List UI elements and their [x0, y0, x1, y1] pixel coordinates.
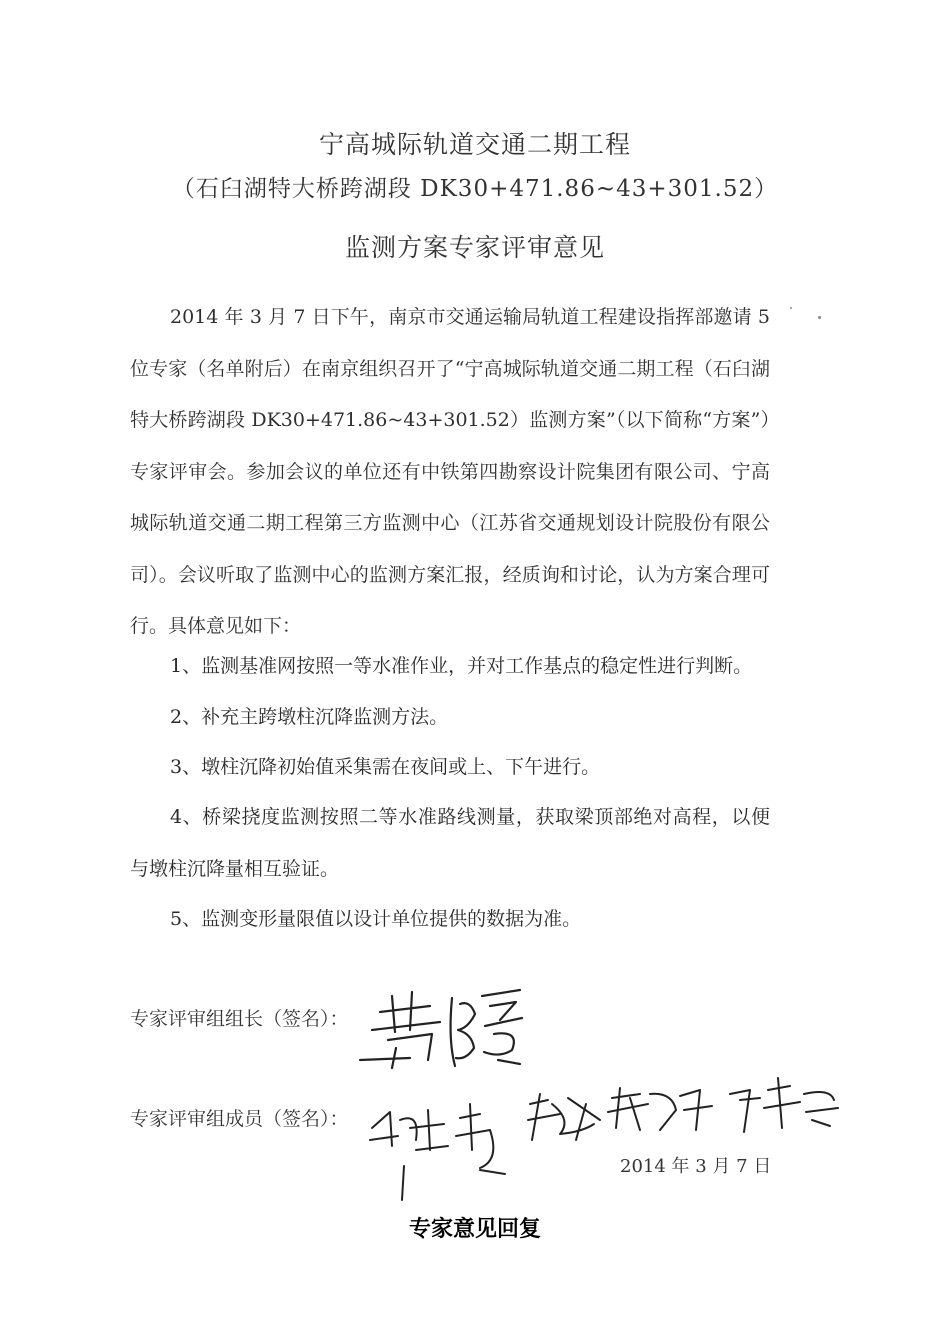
- members-signature: [370, 1078, 838, 1200]
- scan-speck: [818, 316, 821, 319]
- opinion-item-4: 4、桥梁挠度监测按照二等水准路线测量，获取梁顶部绝对高程，以便与墩柱沉降量相互验证。: [130, 806, 770, 880]
- document-heading: 监测方案专家评审意见: [344, 233, 605, 262]
- document-title: 宁高城际轨道交通二期工程: [318, 130, 631, 159]
- scan-speck: [790, 307, 792, 309]
- opinion-item-3: 3、墩柱沉降初始值采集需在夜间或上、下午进行。: [170, 756, 601, 778]
- opinion-item-5: 5、监测变形量限值以设计单位提供的数据为准。: [170, 908, 582, 930]
- signature-date: 2014 年 3 月 7 日: [620, 1156, 772, 1177]
- leader-signature-label: 专家评审组组长（签名）：: [130, 1008, 349, 1030]
- reply-heading: 专家意见回复: [408, 1217, 541, 1242]
- members-signature-label: 专家评审组成员（签名）：: [130, 1108, 349, 1130]
- opinion-item-2: 2、补充主跨墩柱沉降监测方法。: [170, 706, 449, 728]
- leader-signature: [360, 990, 522, 1068]
- document-subtitle: （石臼湖特大桥跨湖段 DK30+471.86~43+301.52）: [171, 176, 779, 202]
- opinion-item-1: 1、监测基准网按照一等水准作业，并对工作基点的稳定性进行判断。: [170, 655, 753, 677]
- intro-paragraph: 2014 年 3 月 7 日下午，南京市交通运输局轨道工程建设指挥部邀请 5 位专家（名单附后）在南京组织召开了“宁高城际轨道交通二期工程（石臼湖特大桥跨湖段 DK30+471.86~43+301.52）监测方案”（以下简称“方案”）专家评审会。参加会议的单位还有中铁第四勘察设计院集团有限公司、宁高城际轨道交通二期工程第三方监测中心（江苏省交通规划设计院股份有限公司）。会议听取了监测中心的监测方案汇报，经质询和讨论，认为方案合理可行。具体意见如下：: [130, 306, 770, 637]
